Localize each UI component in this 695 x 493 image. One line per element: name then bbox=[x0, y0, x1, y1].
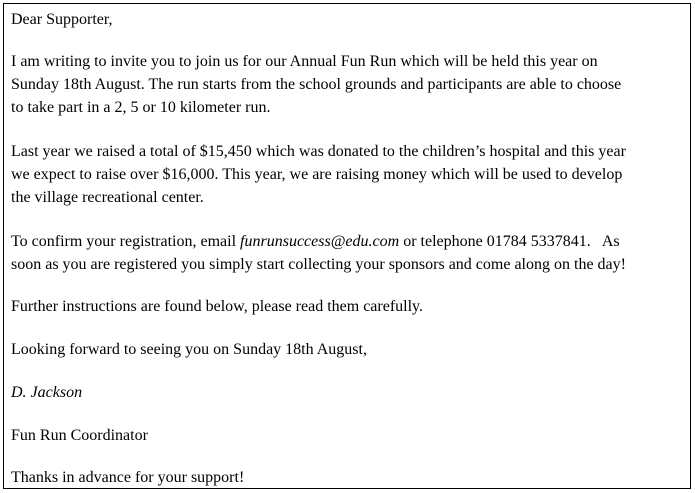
salutation: Dear Supporter, bbox=[11, 11, 113, 28]
paragraph-2-line-1: Last year we raised a total of $15,450 which was donated to the children’s hospital and this year bbox=[11, 143, 626, 160]
signature-title: Fun Run Coordinator bbox=[11, 427, 148, 444]
paragraph-1-line-3: to take part in a 2, 5 or 10 kilometer run. bbox=[11, 99, 271, 116]
paragraph-2-line-2: we expect to raise over $16,000. This year, we are raising money which will be used to develop bbox=[11, 166, 623, 183]
paragraph-3-line-2: soon as you are registered you simply start collecting your sponsors and come along on the day! bbox=[11, 256, 626, 273]
paragraph-1-line-1: I am writing to invite you to join us for our Annual Fun Run which will be held this year on bbox=[11, 53, 598, 70]
paragraph-4: Further instructions are found below, please read them carefully. bbox=[11, 298, 423, 315]
paragraph-3-line-1 bbox=[11, 232, 620, 252]
closing-line: Thanks in advance for your support! bbox=[11, 469, 245, 486]
signature-name: D. Jackson bbox=[11, 384, 83, 401]
letter-box bbox=[3, 3, 691, 489]
email-address: funrunsuccess@edu.com bbox=[240, 233, 400, 250]
paragraph-3-prefix: To confirm your registration, email bbox=[11, 233, 241, 250]
paragraph-3-suffix: or telephone 01784 5337841. As bbox=[399, 233, 620, 250]
paragraph-2-line-3: the village recreational center. bbox=[11, 189, 204, 206]
paragraph-1-line-2: Sunday 18th August. The run starts from the school grounds and participants are able to choose bbox=[11, 76, 622, 93]
paragraph-5: Looking forward to seeing you on Sunday 18th August, bbox=[11, 341, 367, 358]
